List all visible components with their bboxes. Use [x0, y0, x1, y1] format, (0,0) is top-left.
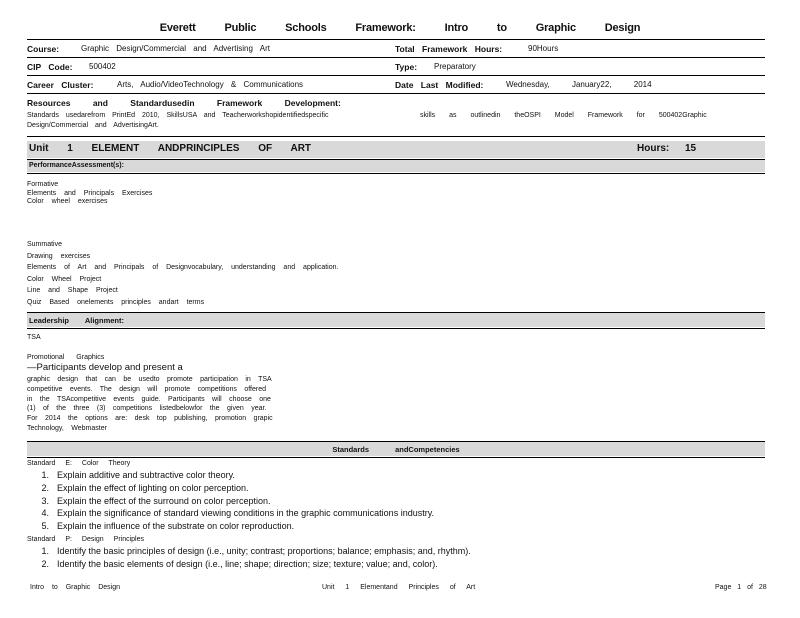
text-line: (1) of the three (3) competitions listedbelowfor the given year.: [27, 405, 267, 413]
list-item: Elements and Principals Exercises: [27, 189, 153, 197]
list-item: 4. Explain the significance of standard viewing conditions in the graphic communications industry.: [41, 508, 435, 519]
summative-list: [27, 239, 765, 308]
resources-section: [27, 98, 765, 129]
date-label: Date Last Modified:: [395, 80, 484, 90]
footer-center: Unit 1 Elementand Principles of Art: [322, 584, 476, 591]
list-item: 3. Explain the effect of the surround on color perception.: [41, 495, 271, 506]
leadership-description: [27, 375, 292, 434]
unit-hours-label: Hours:: [637, 143, 670, 154]
divider: [27, 173, 765, 174]
standards-label: Standards andCompetencies: [332, 445, 460, 454]
divider: [27, 57, 765, 58]
divider: [27, 93, 765, 94]
list-item: 2. Identify the basic elements of design (i.e., line; shape; direction; size; texture; value; and, color).: [41, 558, 438, 569]
course-value: Graphic Design/Commercial and Advertising Art: [81, 44, 270, 53]
footer-left: Intro to Graphic Design: [30, 584, 120, 591]
formative-list: [27, 181, 765, 207]
leadership-org: TSA: [27, 334, 41, 341]
list-item: 1. Identify the basic principles of design (i.e., unity; contrast; proportions; balance; emphasis; and, rhythm).: [41, 546, 471, 556]
standards-band: [27, 442, 765, 456]
page-number: Page 1 of 28: [715, 584, 767, 591]
divider: [27, 75, 765, 76]
cluster-label: Career Cluster:: [27, 80, 94, 90]
divider: [27, 136, 765, 137]
leadership-lead: —Participants develop and present a: [27, 362, 183, 373]
resources-line: Design/Commercial and AdvertisingArt.: [27, 122, 159, 129]
list-item: Drawing exercises: [27, 252, 91, 260]
text-line: Technology, Webmaster: [27, 424, 107, 432]
performance-band: [27, 160, 765, 172]
leadership-label: Leadership Alignment:: [29, 316, 124, 325]
resources-label: Resources and Standardusedin Framework Development:: [27, 98, 341, 108]
cip-label: CIP Code:: [27, 62, 73, 72]
date-value: Wednesday, January22, 2014: [506, 80, 652, 89]
standard-list: [27, 469, 434, 533]
list-item: Color wheel exercises: [27, 198, 108, 205]
cluster-value: Arts, Audio/VideoTechnology & Communications: [117, 80, 304, 89]
text-line: For 2014 the options are: desk top publishing, promotion grapic: [27, 415, 273, 423]
total-hours-label: Total Framework Hours:: [395, 44, 503, 54]
resources-line: skills as outlinedin theOSPI Model Framework for 500402Graphic: [420, 112, 707, 119]
type-value: Preparatory: [434, 62, 476, 71]
list-item: 5. Explain the influence of the substrate on color reproduction.: [41, 521, 295, 532]
summative-heading: Summative: [27, 241, 63, 248]
list-item: Quiz Based onelements principles andart terms: [27, 298, 205, 306]
standard-list: [27, 545, 471, 571]
divider: [27, 457, 765, 458]
text-line: in the TSAcompetitive events guide. Participants will choose one: [27, 395, 271, 403]
resources-line: Standards usedarefrom PrintEd 2010, SkillsUSA and Teacherworkshopidentifiedspecific: [27, 112, 329, 119]
type-label: Type:: [395, 62, 418, 72]
total-hours-value: 90Hours: [528, 44, 559, 53]
list-item: Color Wheel Project: [27, 275, 102, 283]
divider: [27, 39, 765, 40]
text-line: graphic design that can be usedto promote participation in TSA: [27, 376, 272, 383]
text-line: competitive events. The design will promote competitions offered: [27, 385, 267, 393]
page-title: Everett Public Schools Framework: Intro to Graphic Design: [159, 22, 641, 34]
performance-label: PerformanceAssessment(s):: [29, 162, 124, 169]
unit-hours-value: 15: [685, 143, 697, 154]
unit-title: Unit 1 ELEMENT ANDPRINCIPLES OF ART: [29, 143, 312, 154]
standard-title: Standard P: Design Principles: [27, 536, 144, 543]
course-label: Course:: [27, 44, 60, 54]
list-item: Elements of Art and Principals of Designvocabulary, understanding and application.: [27, 264, 339, 271]
standard-title: Standard E: Color Theory: [27, 460, 131, 467]
leadership-band: [27, 313, 765, 327]
list-item: 2. Explain the effect of lighting on color perception.: [41, 482, 249, 493]
list-item: Line and Shape Project: [27, 287, 118, 294]
unit-header: [27, 141, 765, 158]
formative-heading: Formative: [27, 181, 59, 188]
cip-value: 500402: [89, 62, 116, 71]
list-item: 1. Explain additive and subtractive color theory.: [41, 470, 235, 480]
divider: [27, 328, 765, 329]
leadership-heading: Promotional Graphics: [27, 354, 105, 361]
